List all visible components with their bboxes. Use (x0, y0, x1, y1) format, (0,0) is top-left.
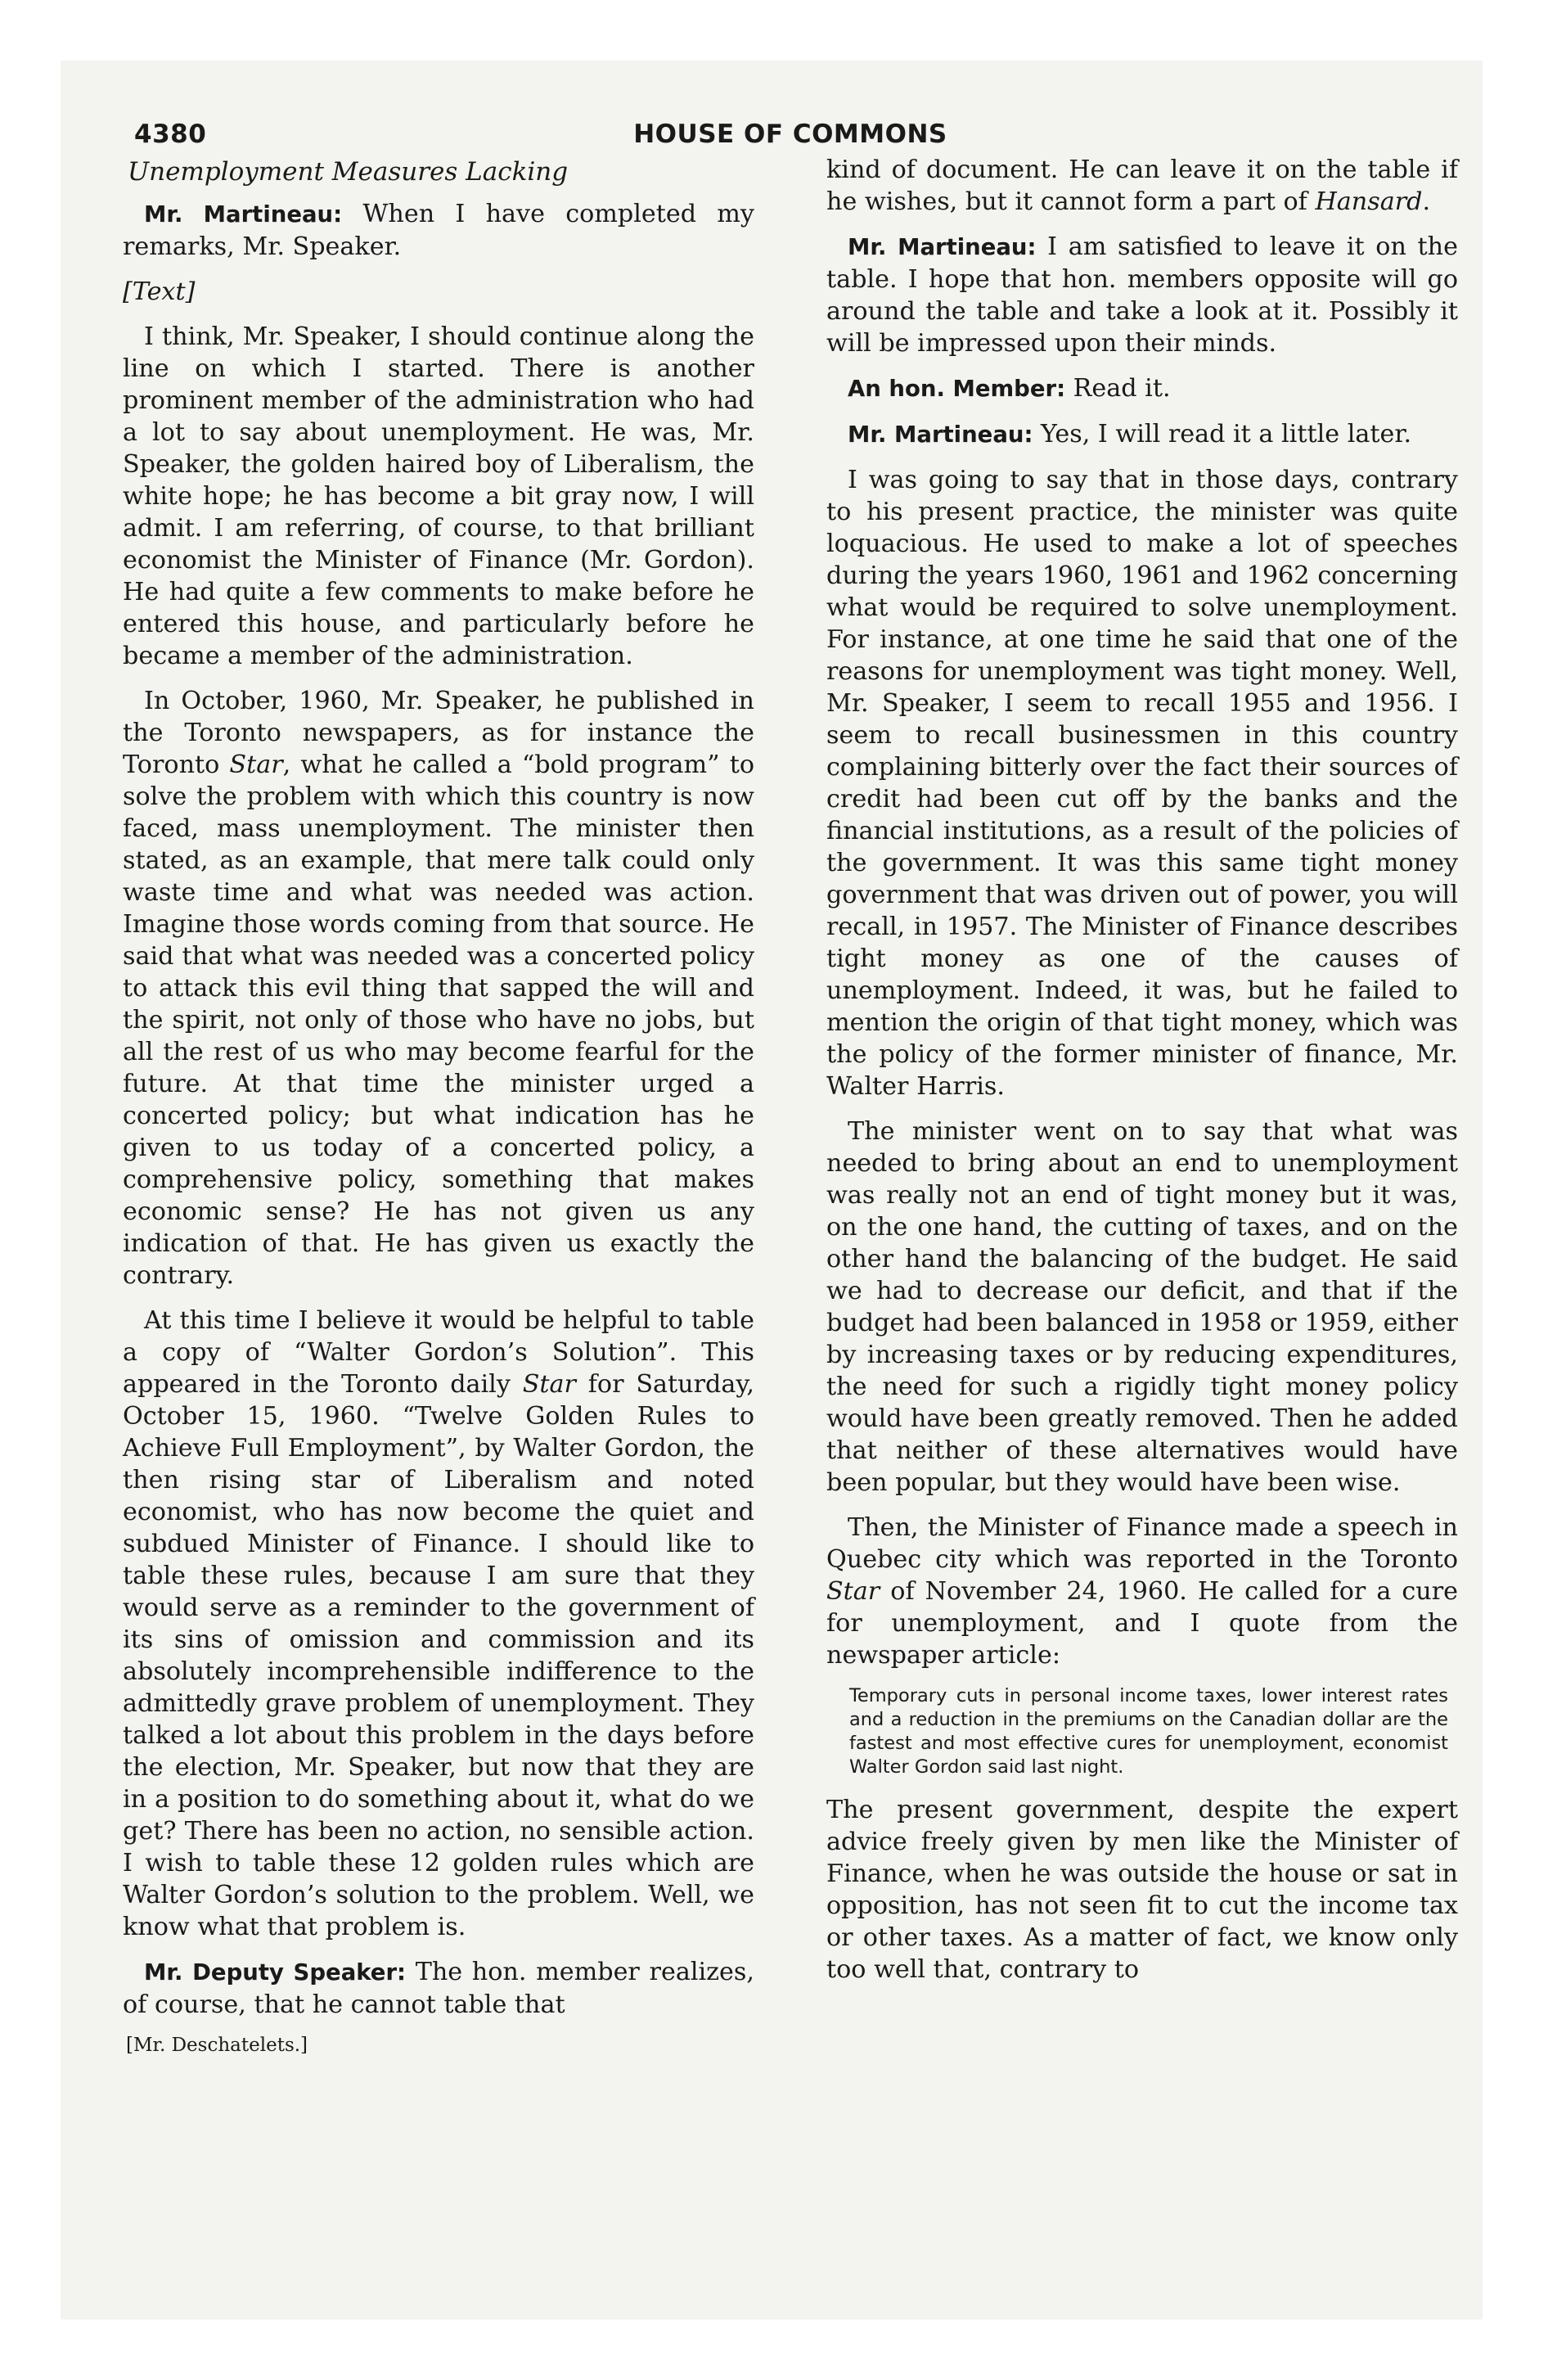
two-column-body (123, 154, 1458, 2057)
page-title: HOUSE OF COMMONS (633, 119, 947, 149)
text-marker: [Text] (123, 277, 196, 306)
paragraph: The present government, despite the expert advice freely given by men like the Minister of Finance, when he was outside the house or sat in opposition, has not seen fit to cut the income tax or other taxes. As a matter of fact, we know only too well that, contrary to (826, 1796, 1458, 1984)
paragraph: Mr. Martineau: When I have completed my remarks, Mr. Speaker. (123, 200, 754, 261)
speaker-name: Mr. Martineau: (848, 234, 1037, 260)
paragraph: Mr. Martineau: I am satisfied to leave it on the table. I hope that hon. members opposite will go around the table and take a look at it. Possibly it will be impressed upon their minds. (826, 232, 1458, 358)
page-footer: [Mr. Deschatelets.] (126, 2035, 308, 2056)
speaker-name: Mr. Martineau: (848, 421, 1033, 448)
page-header (123, 115, 1458, 154)
paragraph: Mr. Deputy Speaker: The hon. member realizes, of course, that he cannot table that (123, 1958, 754, 2019)
paragraph: Then, the Minister of Finance made a speech in Quebec city which was reported in the Toronto Star of November 24, 1960. He called for a cure for unemployment, and I quote from the newspaper article: (826, 1513, 1458, 1670)
document-page (123, 115, 1458, 2259)
paragraph: Mr. Martineau: Yes, I will read it a little later. (848, 420, 1412, 449)
paragraph: The minister went on to say that what was needed to bring about an end to unemployment was really not an end of tight money but it was, on the one hand, the cutting of taxes, and on the other hand the balancing of the budget. He said we had to decrease our deficit, and that if the budget had been balanced in 1958 or 1959, either by increasing taxes or by reducing expenditures, the need for such a rigidly tight money policy would have been greatly removed. Then he added that neither of these alternatives would have been popular, but they would have been wise. (826, 1117, 1458, 1497)
paragraph: At this time I believe it would be helpful to table a copy of “Walter Gordon’s Solution”. This appeared in the Toronto daily Star for Saturday, October 15, 1960. “Twelve Golden Rules to Achieve Full Employment”, by Walter Gordon, the then rising star of Liberalism and noted economist, who has now become the quiet and subdued Minister of Finance. I should like to table these rules, because I am sure that they would serve as a reminder to the government of its sins of omission and commission and its absolutely incomprehensible indifference to the admittedly grave problem of unemployment. They talked a lot about this problem in the days before the election, Mr. Speaker, but now that they are in a position to do something about it, what do we get? There has been no action, no sensible action. I wish to table these 12 golden rules which are Walter Gordon’s solution to the problem. Well, we know what that problem is. (123, 1306, 754, 1941)
speaker-name: Mr. Martineau: (144, 201, 343, 228)
paragraph: kind of document. He can leave it on the table if he wishes, but it cannot form a part of Hansard. (826, 156, 1458, 216)
speaker-name: An hon. Member: (848, 376, 1066, 402)
section-subhead: Unemployment Measures Lacking (128, 157, 569, 187)
paragraph: I was going to say that in those days, contrary to his present practice, the minister was quite loquacious. He used to make a lot of speeches during the years 1960, 1961 and 1962 concerning what would be required to solve unemployment. For instance, at one time he said that one of the reasons for unemployment was tight money. Well, Mr. Speaker, I seem to recall 1955 and 1956. I seem to recall businessmen in this country complaining bitterly over the fact their sources of credit had been cut off by the banks and the financial institutions, as a result of the policies of the government. It was this same tight money government that was driven out of power, you will recall, in 1957. The Minister of Finance describes tight money as one of the causes of unemployment. Indeed, it was, but he failed to mention the origin of that tight money, which was the policy of the former minister of finance, Mr. Walter Harris. (826, 466, 1458, 1101)
page-number: 4380 (134, 119, 207, 149)
newspaper-quote: Temporary cuts in personal income taxes, lower interest rates and a reduction in the premiums on the Canadian dollar are the fastest and most effective cures for unemployment, economist Walter Gordon said last night. (849, 1685, 1448, 1778)
paragraph: An hon. Member: Read it. (848, 374, 1171, 403)
speaker-name: Mr. Deputy Speaker: (144, 1959, 407, 1986)
paragraph: I think, Mr. Speaker, I should continue along the line on which I started. There is another prominent member of the administration who had a lot to say about unemployment. He was, Mr. Speaker, the golden haired boy of Liberalism, the white hope; he has become a bit gray now, I will admit. I am referring, of course, to that brilliant economist the Minister of Finance (Mr. Gordon). He had quite a few comments to make before he entered this house, and particularly before he became a member of the administration. (123, 322, 754, 670)
paragraph: In October, 1960, Mr. Speaker, he published in the Toronto newspapers, as for instance the Toronto Star, what he called a “bold program” to solve the problem with which this country is now faced, mass unemployment. The minister then stated, as an example, that mere talk could only waste time and what was needed was action. Imagine those words coming from that source. He said that what was needed was a concerted policy to attack this evil thing that sapped the will and the spirit, not only of those who have no jobs, but all the rest of us who may become fearful for the future. At that time the minister urged a concerted policy; but what indication has he given to us today of a concerted policy, a comprehensive policy, something that makes economic sense? He has not given us any indication of that. He has given us exactly the contrary. (123, 687, 754, 1290)
left-column (123, 154, 754, 2057)
right-column (826, 154, 1458, 2057)
